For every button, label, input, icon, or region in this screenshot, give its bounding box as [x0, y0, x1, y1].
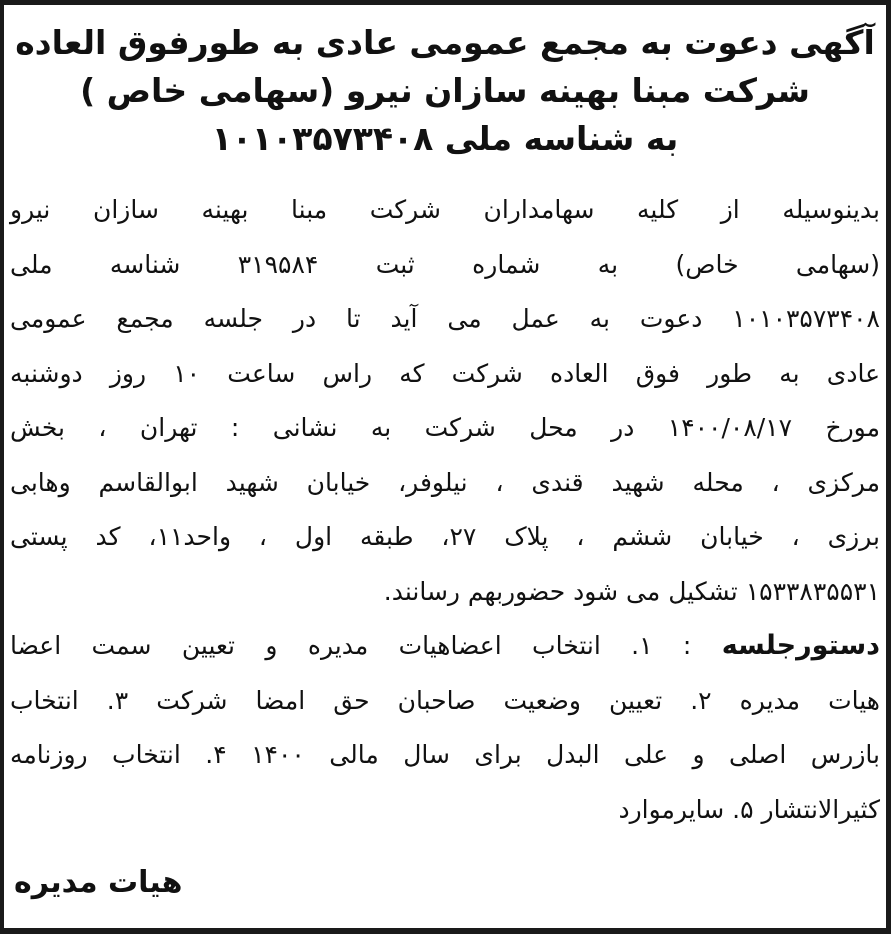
- agenda-label: دستورجلسه: [721, 630, 880, 661]
- agenda-first-line: [10, 619, 880, 674]
- board-signature: هیات مدیره: [14, 865, 183, 900]
- body-line: مرکزی ، محله شهید قندی ، نیلوفر، خیابان شهید ابوالقاسم وهابی: [10, 467, 880, 497]
- agenda-item-1: : ۱. انتخاب اعضاهیات مدیره و تعیین سمت اعضا: [10, 631, 722, 660]
- company-name: شرکت مبنا بهینه سازان نیرو (سهامی خاص ): [80, 71, 810, 110]
- body-line: ۱۵۳۳۸۳۵۵۳۱ تشکیل می شود حضوربهم رسانند.: [383, 576, 880, 606]
- body-line: برزی ، خیابان ششم ، پلاک ۲۷، طبقه اول ، واحد۱۱، کد پستی: [10, 522, 880, 551]
- notice-body: [10, 183, 880, 837]
- body-line: بدینوسیله از کلیه سهامداران شرکت مبنا بهینه سازان نیرو: [10, 195, 880, 224]
- body-line: ۱۰۱۰۳۵۷۳۴۰۸ دعوت به عمل می آید تا در جلسه مجمع عمومی: [10, 304, 880, 333]
- agenda-line: کثیرالانتشار ۵. سایرموارد: [618, 794, 880, 824]
- agenda-line: هیات مدیره ۲. تعیین وضعیت صاحبان حق امضا شرکت ۳. انتخاب: [10, 685, 880, 715]
- body-line: عادی به طور فوق العاده شرکت که راس ساعت ۱۰ روز دوشنبه: [10, 358, 880, 388]
- body-line: مورخ ۱۴۰۰/۰۸/۱۷ در محل شرکت به نشانی : تهران ، بخش: [10, 413, 880, 442]
- national-id-heading: به شناسه ملی ۱۰۱۰۳۵۷۳۴۰۸: [211, 119, 679, 158]
- notice-title: آگهی دعوت به مجمع عمومی عادی به طورفوق العاده: [15, 23, 875, 62]
- agenda-line: بازرس اصلی و علی البدل برای سال مالی ۱۴۰۰ ۴. انتخاب روزنامه: [10, 740, 880, 769]
- body-line: (سهامی خاص) به شماره ثبت ۳۱۹۵۸۴ شناسه ملی: [10, 249, 881, 279]
- notice-header: [4, 19, 886, 163]
